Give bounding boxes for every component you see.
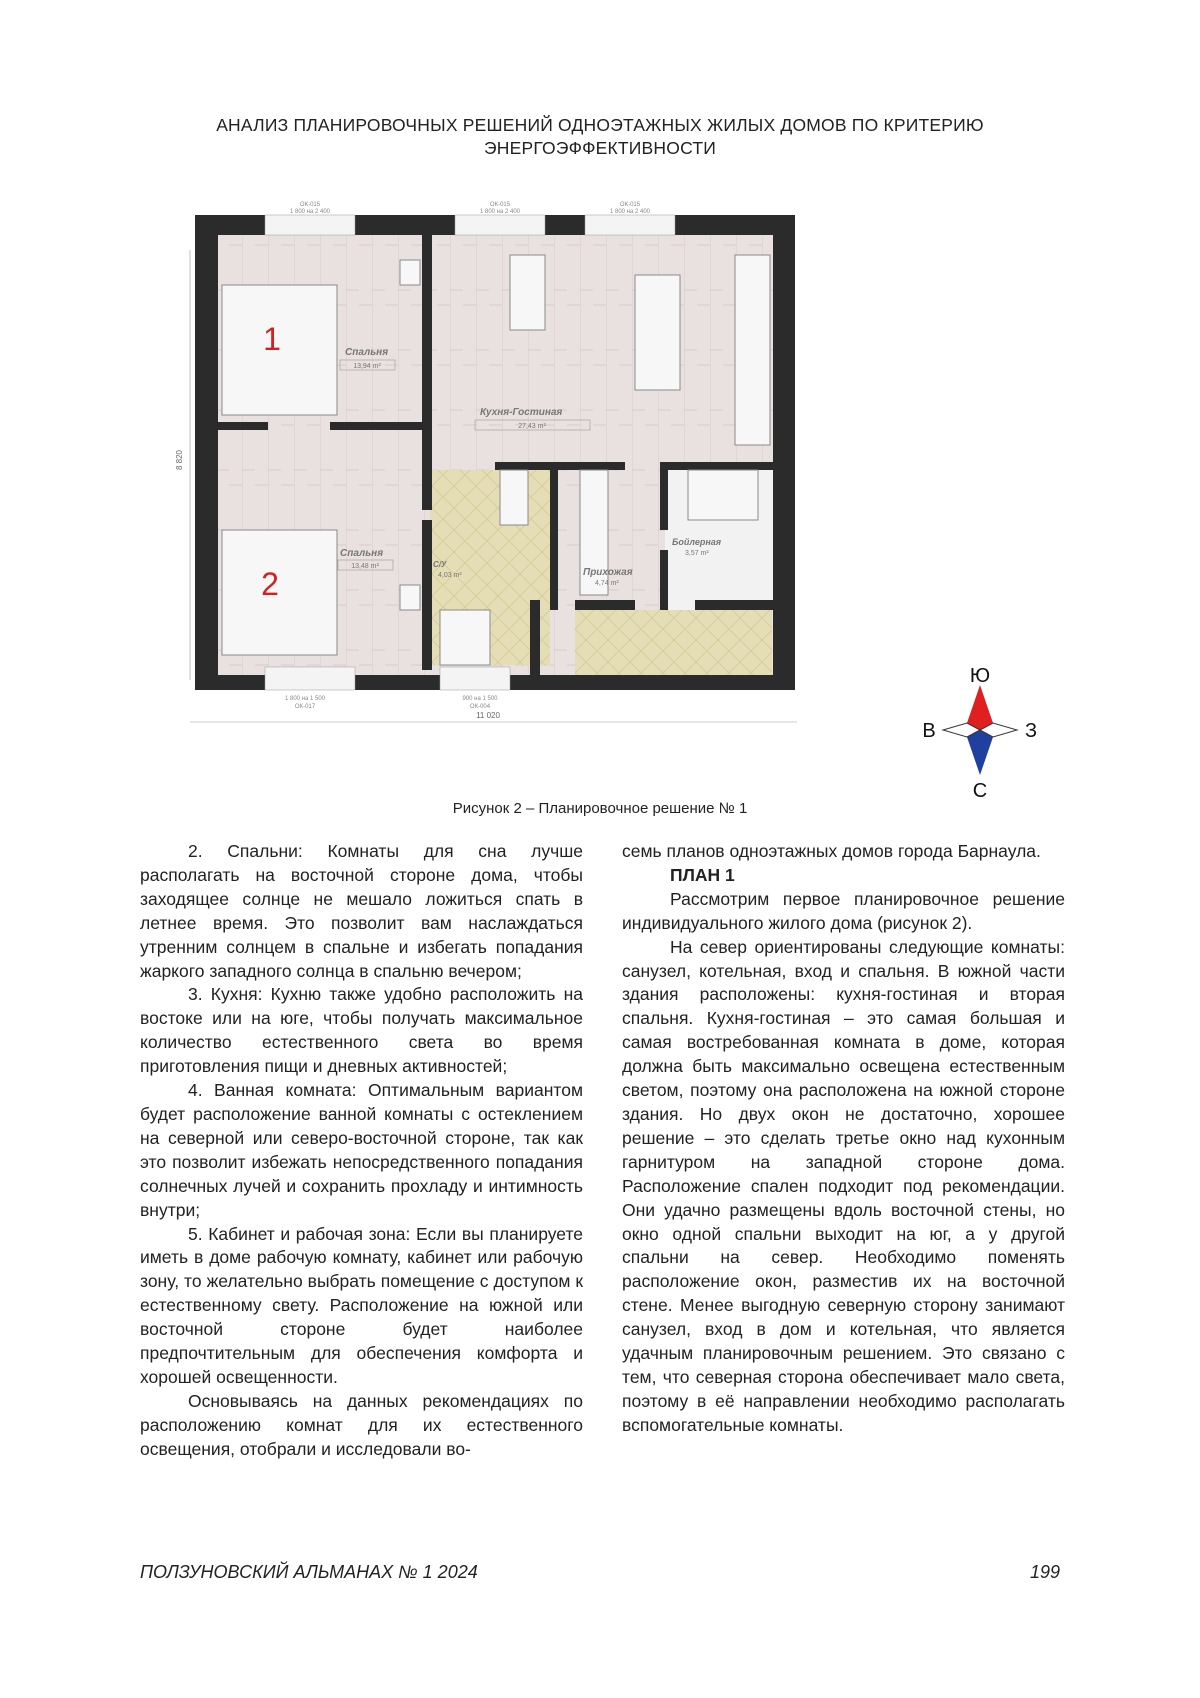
room-name-bedroom1: Спальня (345, 347, 389, 358)
window-code-2: ОК-015 (489, 202, 511, 208)
dimension-width: 11 020 (476, 711, 500, 720)
room-area-bedroom2: 13,48 m² (351, 563, 379, 570)
room-area-kitchen: 27,43 m² (518, 423, 546, 430)
window-code-3: ОК-015 (619, 202, 641, 208)
room-area-bedroom1: 13,94 m² (353, 363, 381, 370)
floor-plan (175, 200, 890, 800)
room-number-1: 1 (263, 321, 281, 357)
room-area-bath: 4,03 m² (438, 572, 462, 579)
window-code-bottom-2: ОК-004 (469, 704, 491, 710)
window-size-3: 1 800 на 2 400 (609, 209, 651, 215)
paragraph: 4. Ванная комната: Оптимальным вариантом будет расположение ванной комнаты с остеклением на северной или северо-восточной стороне, так как это позволит избежать непосредственного попадания солнечных лучей и сохранить прохладу и интимность внутри; (140, 1080, 583, 1220)
north-arrow-icon (967, 730, 993, 775)
room-number-2: 2 (261, 566, 279, 602)
header-line-2: ЭНЕРГОЭФФЕКТИВНОСТИ (483, 138, 717, 158)
text-column-right (622, 840, 1065, 1438)
window-size-bottom-2: 900 на 1 500 (462, 696, 498, 702)
window-code-bottom-1: ОК-017 (294, 704, 316, 710)
dimension-height: 8 820 (175, 449, 184, 471)
room-name-kitchen: Кухня-Гостиная (480, 407, 563, 418)
paragraph: На север ориентированы следующие комнаты: санузел, котельная, вход и спальня. В южной части здания расположены: кухня-гостиная и вторая спальня. Кухня-гостиная – это самая большая и самая востребованная комната в доме, которая должна быть максимально освещена естественным светом, поэтому она расположена на южной стороне здания. Но двух окон не достаточно, хорошее решение – это сделать третье окно над кухонным гарнитуром на западной стороне дома. Расположение спален подходит под рекомендации. Они удачно размещены вдоль восточной стены, но окно одной спальни выходит на юг, а у другой спальни на север. Необходимо поменять расположение окон, разместив их на восточной стене. Менее выгодную северную сторону занимают санузел, вход в дом и котельная, что является удачным планировочным решением. Это связано с тем, что северная сторона обеспечивает мало света, поэтому в её направлении необходимо располагать вспомогательные комнаты. (622, 936, 1065, 1435)
window-size-bottom-1: 1 800 на 1 500 (284, 696, 326, 702)
south-arrow-icon (967, 685, 993, 730)
paragraph: 2. Спальни: Комнаты для сна лучше располагать на восточной стороне дома, чтобы заходящее солнце не мешало ложиться спать в летнее время. Это позволит вам наслаждаться утренним солнцем в спальне и избегать попадания жаркого западного солнца в спальню вечером; (140, 841, 583, 981)
paragraph: Рассмотрим первое планировочное решение индивидуального жилого дома (рисунок 2). (622, 888, 1065, 933)
window-code-1: ОК-015 (299, 202, 321, 208)
room-name-bath: С/У (433, 560, 447, 569)
room-name-boiler: Бойлерная (672, 537, 722, 547)
compass-north: С (972, 780, 988, 802)
section-heading: ПЛАН 1 (670, 864, 735, 885)
paragraph-continuation: семь планов одноэтажных домов города Барнаула. (622, 841, 1041, 861)
page-number: 199 (1029, 1562, 1060, 1582)
window-size-1: 1 800 на 2 400 (289, 209, 331, 215)
compass-south: Ю (969, 665, 991, 687)
compass-east: З (1024, 720, 1038, 742)
paragraph: Основываясь на данных рекомендациях по расположению комнат для их естественного освещения, отобрали и исследовали во- (140, 1390, 583, 1459)
running-header (120, 114, 1080, 160)
header-line-1: АНАЛИЗ ПЛАНИРОВОЧНЫХ РЕШЕНИЙ ОДНОЭТАЖНЫХ ЖИЛЫХ ДОМОВ ПО КРИТЕРИЮ (216, 115, 984, 135)
paragraph: 5. Кабинет и рабочая зона: Если вы планируете иметь в доме рабочую комнату, кабинет или рабочую зону, то желательно выбрать помещение с доступом к естественному свету. Расположение на южной или восточной стороне будет наиболее предпочтительным для обеспечения комфорта и хорошей освещенности. (140, 1223, 583, 1387)
paragraph: 3. Кухня: Кухню также удобно расположить на востоке или на юге, чтобы получать максимальное количество естественного света во время приготовления пищи и дневных активностей; (140, 984, 583, 1077)
room-area-boiler: 3,57 m² (685, 550, 709, 557)
room-area-hall: 4,74 m² (595, 580, 619, 587)
text-column-left (140, 840, 583, 1462)
compass (915, 665, 1045, 800)
footer-journal: ПОЛЗУНОВСКИЙ АЛЬМАНАХ № 1 2024 (140, 1562, 478, 1582)
room-name-hall: Прихожая (583, 567, 633, 578)
compass-west: В (922, 720, 936, 742)
room-name-bedroom2: Спальня (340, 548, 384, 559)
window-size-2: 1 800 на 2 400 (479, 209, 521, 215)
figure-caption: Рисунок 2 – Планировочное решение № 1 (452, 800, 748, 817)
